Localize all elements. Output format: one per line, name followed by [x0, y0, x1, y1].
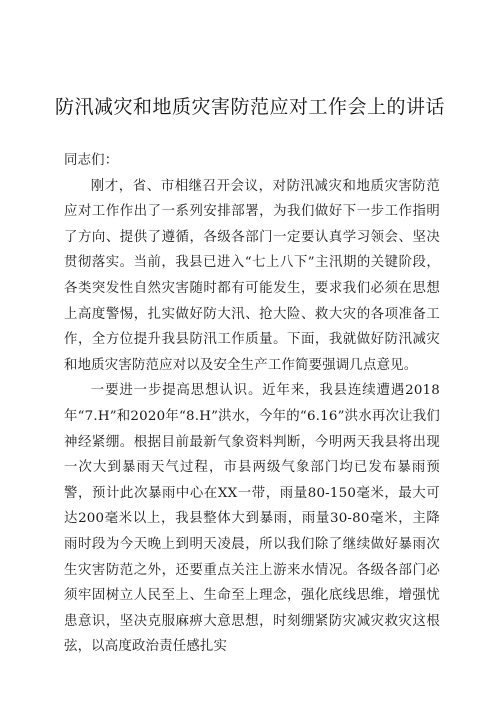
paragraph-point-one: 一要进一步提高思想认识。近年来，我县连续遭遇2018年“7.H”和2020年“8.H”洪水，今年的“6.16”洪水再次让我们神经紧绷。根据目前最新气象资料判断，今明两天我县将出现一次大到暴雨天气过程，市县两级气象部门均已发布暴雨预警，预计此次暴雨中心在XX一带，雨量80-150毫米，最大可达200毫米以上，我县整体大到暴雨，雨量30-80毫米，主降雨时段为今天晚上到明天凌晨，所以我们除了继续做好暴雨次生灾害防范之外，还要重点关注上游来水情况。各级各部门必须牢固树立人民至上、生命至上理念，强化底线思维，增强忧患意识，坚决克服麻痹大意思想，时刻绷紧防灾减灾救灾这根弦，以高度政治责任感扎实 [64, 383, 440, 655]
salutation: 同志们： [64, 153, 119, 168]
paragraph-opening: 刚才，省、市相继召开会议，对防汛减灾和地质灾害防范应对工作作出了一系列安排部署，为我们做好下一步工作指明了方向、提供了遵循，各级各部门一定要认真学习领会、坚决贯彻落实。当前，我县已进入“七上八下”主汛期的关键阶段，各类突发性自然灾害随时都有可能发生，要求我们必须在思想上高度警惕，扎实做好防大汛、抢大险、救大灾的各项准备工作，全方位提升我县防汛工作质量。下面，我就做好防汛减灾和地质灾害防范应对以及安全生产工作简要强调几点意见。 [64, 178, 440, 373]
document-title: 防汛减灾和地质灾害防范应对工作会上的讲话 [54, 96, 445, 118]
document-body [64, 148, 440, 660]
